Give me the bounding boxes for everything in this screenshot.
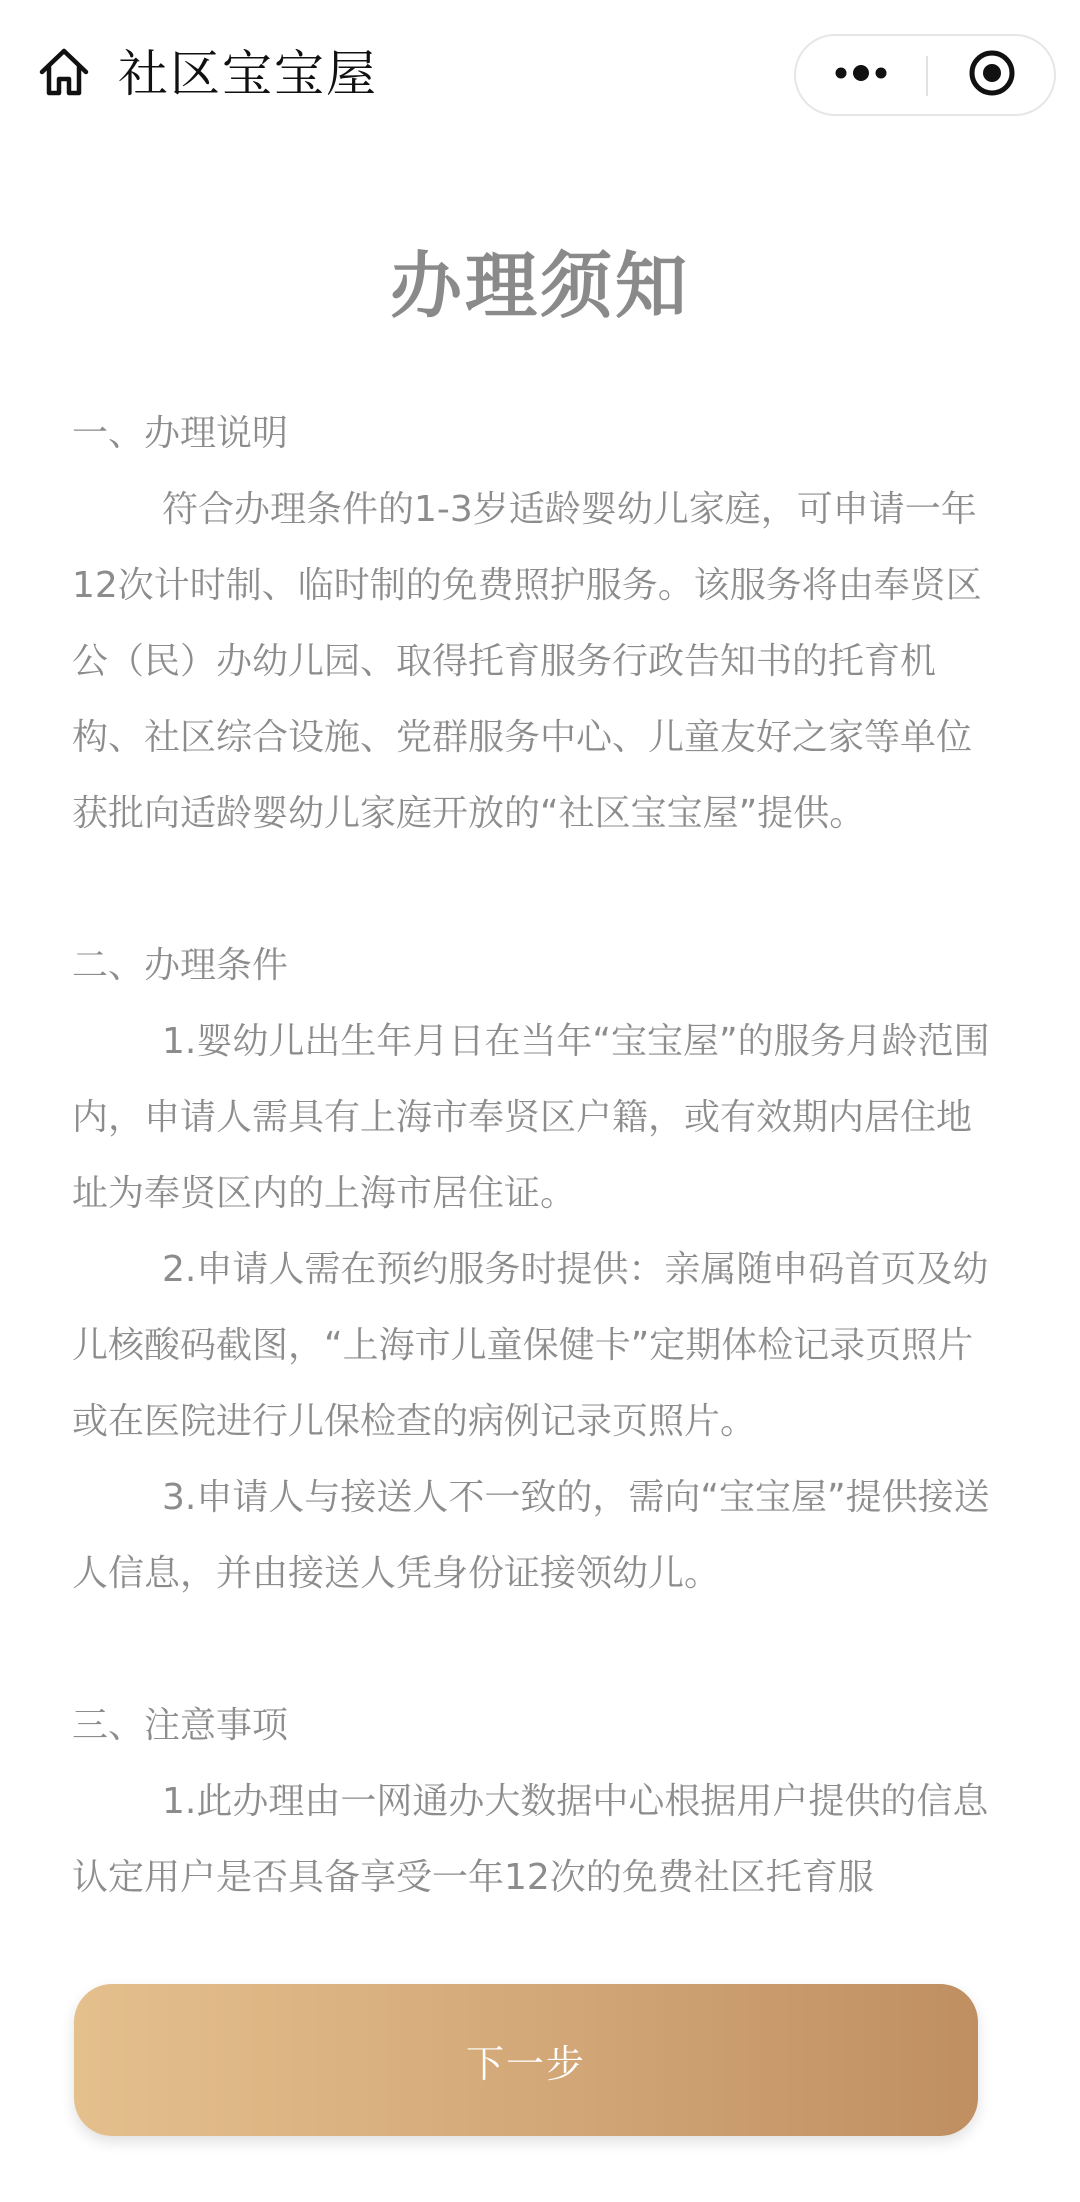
- section-notes: [72, 1688, 1002, 1916]
- more-dots-icon: [833, 63, 889, 87]
- target-circle-icon: [967, 48, 1017, 102]
- more-button[interactable]: [796, 36, 926, 114]
- mini-program-capsule: [794, 34, 1056, 116]
- home-icon: [38, 46, 90, 102]
- home-button[interactable]: [34, 44, 94, 104]
- nav-title: 社区宝宝屋: [118, 45, 378, 103]
- section-heading: 二、办理条件: [72, 945, 289, 986]
- next-step-button[interactable]: 下一步: [74, 1984, 978, 2136]
- paragraph: 2.申请人需在预约服务时提供：亲属随申码首页及幼儿核酸码截图，“上海市儿童保健卡”定期体检记录页照片或在医院进行儿保检查的病例记录页照片。: [72, 1249, 989, 1442]
- navigation-bar: [0, 0, 1080, 150]
- notice-content: [72, 396, 1002, 1916]
- section-instructions: [72, 396, 1002, 852]
- paragraph: 符合办理条件的1-3岁适龄婴幼儿家庭，可申请一年12次计时制、临时制的免费照护服务。该服务将由奉贤区公（民）办幼儿园、取得托育服务行政告知书的托育机构、社区综合设施、党群服务中心、儿童友好之家等单位获批向适龄婴幼儿家庭开放的“社区宝宝屋”提供。: [72, 489, 982, 834]
- page-title: 办理须知: [389, 244, 690, 328]
- paragraph: 1.此办理由一网通办大数据中心根据用户提供的信息认定用户是否具备享受一年12次的免费社区托育服: [72, 1781, 989, 1898]
- close-mini-program-button[interactable]: [928, 36, 1056, 114]
- paragraph: 1.婴幼儿出生年月日在当年“宝宝屋”的服务月龄范围内，申请人需具有上海市奉贤区户籍，或有效期内居住地址为奉贤区内的上海市居住证。: [72, 1021, 990, 1214]
- section-spacer: [72, 852, 1002, 928]
- section-heading: 三、注意事项: [72, 1705, 289, 1746]
- paragraph: 3.申请人与接送人不一致的，需向“宝宝屋”提供接送人信息，并由接送人凭身份证接领幼儿。: [72, 1477, 990, 1594]
- section-spacer: [72, 1612, 1002, 1688]
- section-heading: 一、办理说明: [72, 413, 289, 454]
- section-conditions: [72, 928, 1002, 1612]
